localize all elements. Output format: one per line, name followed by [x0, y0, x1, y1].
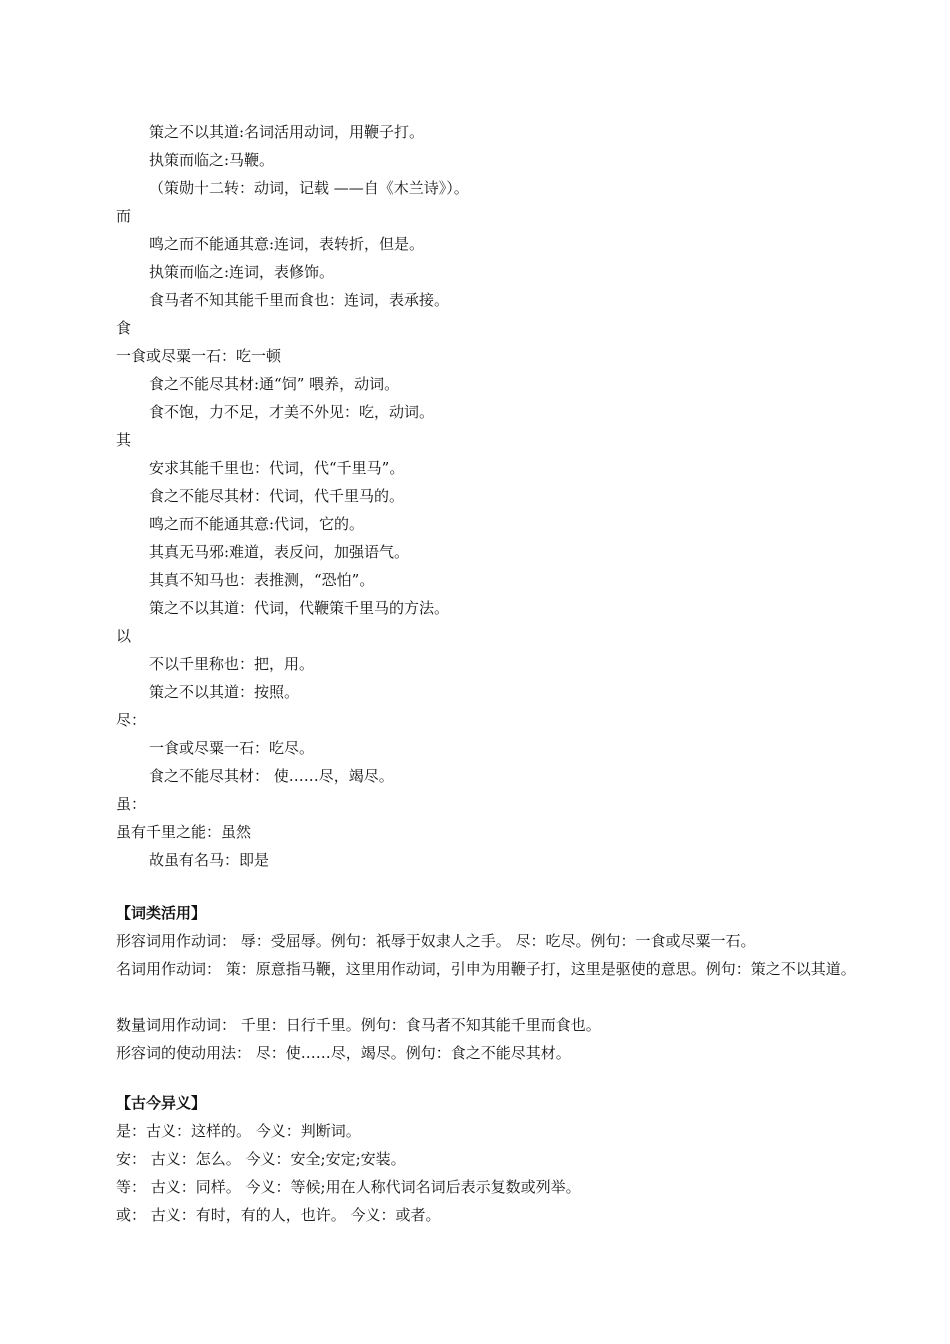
text-line: 其真不知马也：表推测，“恐怕”。	[149, 571, 375, 589]
entry-character: 其	[116, 431, 132, 449]
text-line: 安求其能千里也：代词，代“千里马”。	[149, 459, 405, 477]
text-line: 食之不能尽其材:通“饲” 喂养，动词。	[149, 375, 400, 393]
text-line: 其真无马邪:难道，表反问，加强语气。	[149, 543, 410, 561]
text-line: 食之不能尽其材： 使……尽，竭尽。	[149, 767, 394, 785]
text-line: 故虽有名马：即是	[149, 851, 270, 869]
text-line: 或： 古义：有时，有的人，也许。 今义：或者。	[116, 1206, 441, 1224]
text-line: 食马者不知其能千里而食也：连词，表承接。	[149, 291, 450, 309]
paragraph: 名词用作动词： 策：原意指马鞭，这里用作动词，引申为用鞭子打，这里是驱使的意思。例句：策之不以其道。	[116, 960, 856, 978]
text-line: 执策而临之:连词，表修饰。	[149, 263, 335, 281]
text-line: 策之不以其道:名词活用动词，用鞭子打。	[149, 123, 425, 141]
text-line: 策之不以其道：代词，代鞭策千里马的方法。	[149, 599, 450, 617]
entry-character: 尽：	[116, 711, 147, 729]
text-line: 食不饱，力不足，才美不外见：吃，动词。	[149, 403, 435, 421]
text-line: 虽有千里之能：虽然	[116, 823, 252, 841]
paragraph: 形容词的使动用法： 尽：使……尽，竭尽。例句：食之不能尽其材。	[116, 1044, 571, 1062]
text-line: 一食或尽粟一石：吃一顿	[116, 347, 282, 365]
section-heading-ancient-modern: 【古今异义】	[116, 1094, 207, 1112]
text-line: 一食或尽粟一石：吃尽。	[149, 739, 315, 757]
text-line: 策之不以其道：按照。	[149, 683, 300, 701]
text-line: （策勋十二转：动词，记载 ——自《木兰诗》）。	[149, 179, 469, 197]
entry-character: 食	[116, 319, 132, 337]
paragraph: 形容词用作动词： 辱：受屈辱。例句：祇辱于奴隶人之手。 尽：吃尽。例句：一食或尽粟一石。	[116, 932, 756, 950]
entry-character: 而	[116, 207, 132, 225]
text-line: 是：古义：这样的。 今义：判断词。	[116, 1122, 361, 1140]
entry-character: 以	[116, 627, 132, 645]
text-line: 不以千里称也：把，用。	[149, 655, 315, 673]
paragraph: 数量词用作动词： 千里：日行千里。例句：食马者不知其能千里而食也。	[116, 1016, 601, 1034]
text-line: 安： 古义：怎么。 今义：安全;安定;安装。	[116, 1150, 406, 1168]
text-line: 执策而临之:马鞭。	[149, 151, 275, 169]
section-heading-word-class: 【词类活用】	[116, 904, 207, 922]
text-line: 食之不能尽其材：代词，代千里马的。	[149, 487, 405, 505]
text-line: 鸣之而不能通其意:代词，它的。	[149, 515, 365, 533]
text-line: 鸣之而不能通其意:连词，表转折，但是。	[149, 235, 425, 253]
entry-character: 虽：	[116, 795, 147, 813]
text-line: 等： 古义：同样。 今义：等候;用在人称代词名词后表示复数或列举。	[116, 1178, 581, 1196]
